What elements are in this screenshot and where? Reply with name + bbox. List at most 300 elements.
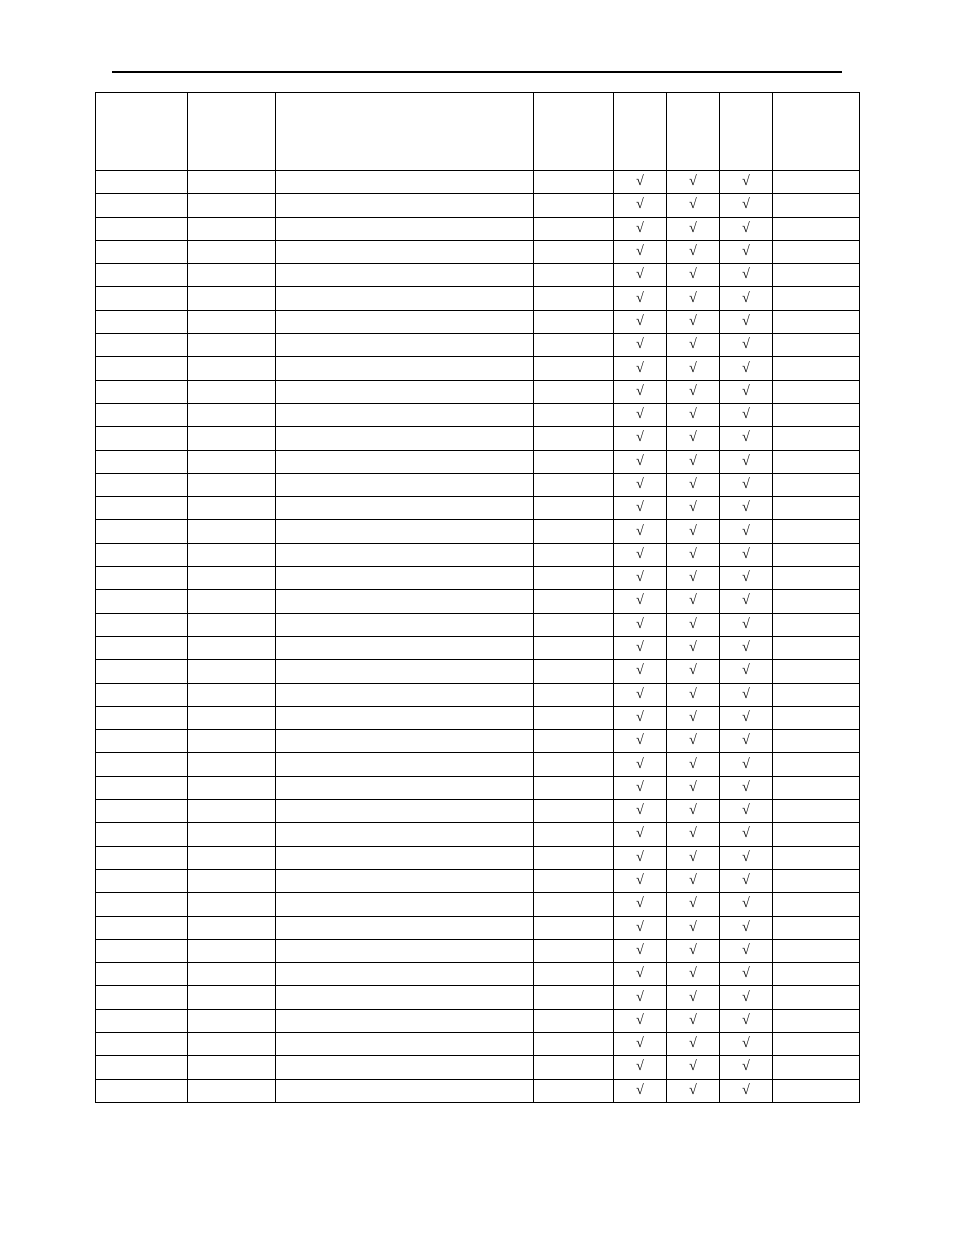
check-cell [667, 706, 720, 729]
check-cell [667, 660, 720, 683]
table-row [96, 846, 860, 869]
check-cell [614, 217, 667, 240]
table-cell [188, 427, 276, 450]
check-cell [720, 660, 773, 683]
check-mark-icon: √ [742, 383, 750, 399]
table-cell [276, 403, 534, 426]
table-row [96, 613, 860, 636]
table-cell [276, 357, 534, 380]
table-cell [96, 194, 188, 217]
check-cell [720, 357, 773, 380]
check-mark-icon: √ [742, 849, 750, 865]
table-cell [276, 939, 534, 962]
table-row [96, 753, 860, 776]
table-cell [773, 1079, 860, 1102]
check-cell [720, 567, 773, 590]
check-mark-icon: √ [742, 337, 750, 353]
check-cell [720, 217, 773, 240]
table-cell [276, 217, 534, 240]
check-mark-icon: √ [636, 523, 644, 539]
check-mark-icon: √ [636, 686, 644, 702]
check-cell [720, 310, 773, 333]
table-cell [96, 543, 188, 566]
table-cell [534, 287, 614, 310]
check-cell [667, 217, 720, 240]
check-cell [720, 543, 773, 566]
check-cell [667, 1032, 720, 1055]
check-mark-icon: √ [689, 686, 697, 702]
check-mark-icon: √ [689, 919, 697, 935]
table-row [96, 427, 860, 450]
check-cell [667, 636, 720, 659]
table-cell [276, 683, 534, 706]
table-cell [773, 427, 860, 450]
table-cell [773, 846, 860, 869]
check-mark-icon: √ [742, 267, 750, 283]
table-cell [534, 939, 614, 962]
check-cell [614, 823, 667, 846]
check-mark-icon: √ [689, 733, 697, 749]
table-cell [276, 497, 534, 520]
table-header-row [96, 93, 860, 171]
check-cell [614, 403, 667, 426]
header-cell [720, 93, 773, 171]
table-row [96, 823, 860, 846]
table-cell [188, 240, 276, 263]
check-cell [614, 194, 667, 217]
check-mark-icon: √ [742, 477, 750, 492]
check-mark-icon: √ [636, 174, 644, 190]
table-cell [534, 450, 614, 473]
table-cell [276, 264, 534, 287]
table-cell [773, 613, 860, 636]
check-cell [667, 287, 720, 310]
table-cell [96, 334, 188, 357]
check-mark-icon: √ [689, 709, 697, 725]
check-cell [720, 636, 773, 659]
check-cell [667, 800, 720, 823]
check-cell [667, 823, 720, 846]
check-cell [667, 683, 720, 706]
check-mark-icon: √ [742, 709, 750, 725]
check-mark-icon: √ [742, 1012, 750, 1028]
check-mark-icon: √ [636, 244, 644, 260]
table-cell [188, 730, 276, 753]
check-cell [667, 171, 720, 194]
table-cell [534, 217, 614, 240]
check-mark-icon: √ [636, 966, 644, 982]
table-cell [534, 846, 614, 869]
table-cell [534, 706, 614, 729]
check-cell [667, 520, 720, 543]
check-cell [614, 636, 667, 659]
table-cell [773, 240, 860, 263]
table-cell [188, 636, 276, 659]
check-cell [614, 240, 667, 263]
check-cell [614, 497, 667, 520]
table-cell [276, 543, 534, 566]
table-body [96, 93, 860, 1103]
check-mark-icon: √ [689, 407, 697, 423]
table-row [96, 403, 860, 426]
header-cell [534, 93, 614, 171]
table-cell [276, 380, 534, 403]
check-mark-icon: √ [742, 616, 750, 632]
table-cell [534, 1009, 614, 1032]
table-cell [773, 520, 860, 543]
check-mark-icon: √ [742, 290, 750, 306]
check-mark-icon: √ [689, 826, 697, 842]
table-row [96, 590, 860, 613]
table-cell [773, 403, 860, 426]
check-mark-icon: √ [742, 197, 750, 213]
table-cell [188, 753, 276, 776]
check-cell [667, 310, 720, 333]
check-mark-icon: √ [742, 896, 750, 912]
table-cell [96, 846, 188, 869]
table-cell [188, 1056, 276, 1079]
check-mark-icon: √ [742, 686, 750, 702]
table-row [96, 287, 860, 310]
table-cell [276, 194, 534, 217]
table-cell [534, 334, 614, 357]
check-mark-icon: √ [689, 360, 697, 376]
check-mark-icon: √ [742, 244, 750, 260]
table-cell [773, 194, 860, 217]
table-cell [276, 427, 534, 450]
check-mark-icon: √ [742, 779, 750, 795]
table-cell [276, 776, 534, 799]
check-mark-icon: √ [742, 220, 750, 236]
table-cell [276, 1009, 534, 1032]
table-cell [276, 1032, 534, 1055]
check-cell [614, 427, 667, 450]
check-cell [720, 334, 773, 357]
check-cell [720, 846, 773, 869]
table-cell [773, 939, 860, 962]
check-mark-icon: √ [742, 826, 750, 842]
table-cell [534, 916, 614, 939]
check-cell [614, 1009, 667, 1032]
table-row [96, 776, 860, 799]
check-cell [667, 264, 720, 287]
check-cell [667, 730, 720, 753]
table-cell [534, 497, 614, 520]
table-cell [773, 497, 860, 520]
table-cell [188, 660, 276, 683]
check-mark-icon: √ [689, 477, 697, 492]
table-cell [534, 171, 614, 194]
check-mark-icon: √ [689, 966, 697, 982]
check-cell [667, 776, 720, 799]
check-mark-icon: √ [689, 383, 697, 399]
check-mark-icon: √ [636, 407, 644, 423]
table-row [96, 497, 860, 520]
table-cell [96, 916, 188, 939]
table-cell [534, 427, 614, 450]
check-mark-icon: √ [636, 826, 644, 842]
table-cell [188, 310, 276, 333]
table-row [96, 893, 860, 916]
check-mark-icon: √ [742, 313, 750, 329]
table-cell [96, 473, 188, 496]
check-mark-icon: √ [636, 453, 644, 469]
check-mark-icon: √ [636, 803, 644, 819]
table-cell [188, 776, 276, 799]
check-cell [720, 497, 773, 520]
table-row [96, 916, 860, 939]
table-row [96, 683, 860, 706]
table-cell [276, 800, 534, 823]
check-cell [667, 986, 720, 1009]
table-cell [276, 171, 534, 194]
table-cell [188, 357, 276, 380]
check-cell [720, 800, 773, 823]
header-cell [96, 93, 188, 171]
table-cell [773, 334, 860, 357]
table-cell [773, 660, 860, 683]
check-cell [614, 310, 667, 333]
table-cell [773, 1056, 860, 1079]
table-cell [188, 986, 276, 1009]
check-mark-icon: √ [636, 337, 644, 353]
table-cell [773, 823, 860, 846]
check-mark-icon: √ [636, 616, 644, 632]
check-cell [720, 590, 773, 613]
table-cell [188, 264, 276, 287]
header-cell [773, 93, 860, 171]
check-cell [720, 403, 773, 426]
table-cell [96, 171, 188, 194]
check-mark-icon: √ [689, 430, 697, 446]
check-mark-icon: √ [689, 570, 697, 586]
check-cell [720, 963, 773, 986]
check-cell [667, 1079, 720, 1102]
table-cell [773, 963, 860, 986]
check-cell [720, 776, 773, 799]
table-cell [96, 753, 188, 776]
check-cell [614, 730, 667, 753]
table-cell [96, 497, 188, 520]
check-cell [720, 450, 773, 473]
table-cell [534, 730, 614, 753]
check-mark-icon: √ [636, 1036, 644, 1052]
table-cell [96, 217, 188, 240]
table-cell [96, 403, 188, 426]
table-cell [96, 963, 188, 986]
table-cell [773, 869, 860, 892]
table-cell [276, 730, 534, 753]
table-cell [96, 380, 188, 403]
table-cell [96, 800, 188, 823]
check-mark-icon: √ [689, 197, 697, 213]
check-cell [667, 893, 720, 916]
table-row [96, 264, 860, 287]
table-cell [96, 939, 188, 962]
table-cell [188, 590, 276, 613]
table-cell [773, 893, 860, 916]
table-cell [534, 869, 614, 892]
check-cell [614, 334, 667, 357]
table-row [96, 310, 860, 333]
table-cell [773, 1032, 860, 1055]
check-cell [720, 730, 773, 753]
table-cell [188, 613, 276, 636]
table-row [96, 939, 860, 962]
table-row [96, 1009, 860, 1032]
check-mark-icon: √ [742, 966, 750, 982]
check-cell [667, 963, 720, 986]
check-cell [614, 543, 667, 566]
table-cell [276, 706, 534, 729]
table-cell [96, 706, 188, 729]
check-cell [614, 869, 667, 892]
check-mark-icon: √ [636, 360, 644, 376]
table-cell [276, 916, 534, 939]
check-cell [667, 380, 720, 403]
table-row [96, 1056, 860, 1079]
table-cell [773, 171, 860, 194]
table-cell [96, 450, 188, 473]
check-cell [720, 1056, 773, 1079]
table-row [96, 706, 860, 729]
check-mark-icon: √ [689, 546, 697, 562]
check-mark-icon: √ [689, 523, 697, 539]
check-mark-icon: √ [636, 1059, 644, 1075]
table-cell [96, 287, 188, 310]
check-cell [614, 171, 667, 194]
check-mark-icon: √ [636, 220, 644, 236]
table-row [96, 636, 860, 659]
table-cell [773, 217, 860, 240]
check-mark-icon: √ [742, 989, 750, 1005]
check-cell [614, 963, 667, 986]
table-cell [534, 567, 614, 590]
check-mark-icon: √ [689, 616, 697, 632]
header-cell [667, 93, 720, 171]
table-cell [188, 963, 276, 986]
check-cell [720, 473, 773, 496]
check-mark-icon: √ [689, 220, 697, 236]
check-mark-icon: √ [636, 849, 644, 865]
check-mark-icon: √ [689, 593, 697, 609]
table-cell [276, 893, 534, 916]
table-cell [534, 590, 614, 613]
check-cell [720, 986, 773, 1009]
check-cell [667, 939, 720, 962]
table-cell [276, 240, 534, 263]
check-mark-icon: √ [742, 570, 750, 586]
table-cell [773, 706, 860, 729]
check-mark-icon: √ [636, 919, 644, 935]
check-mark-icon: √ [742, 546, 750, 562]
table-cell [96, 590, 188, 613]
check-mark-icon: √ [636, 663, 644, 679]
check-mark-icon: √ [636, 709, 644, 725]
check-cell [667, 846, 720, 869]
table-cell [188, 869, 276, 892]
check-mark-icon: √ [742, 663, 750, 679]
table-row [96, 194, 860, 217]
check-cell [614, 986, 667, 1009]
table-cell [188, 380, 276, 403]
table-cell [276, 567, 534, 590]
check-cell [614, 893, 667, 916]
check-cell [720, 520, 773, 543]
check-mark-icon: √ [636, 383, 644, 399]
check-mark-icon: √ [636, 593, 644, 609]
check-mark-icon: √ [636, 500, 644, 516]
check-cell [667, 194, 720, 217]
check-cell [667, 403, 720, 426]
check-cell [614, 846, 667, 869]
check-mark-icon: √ [742, 942, 750, 958]
check-cell [720, 823, 773, 846]
table-cell [188, 939, 276, 962]
table-cell [96, 823, 188, 846]
table-cell [534, 613, 614, 636]
table-cell [276, 869, 534, 892]
check-mark-icon: √ [742, 919, 750, 935]
table-cell [773, 1009, 860, 1032]
check-mark-icon: √ [689, 267, 697, 283]
table-cell [773, 264, 860, 287]
check-cell [720, 706, 773, 729]
table-cell [276, 846, 534, 869]
check-cell [667, 869, 720, 892]
header-rule [112, 71, 842, 73]
check-mark-icon: √ [742, 453, 750, 469]
checklist-table [95, 92, 860, 1103]
table-cell [96, 986, 188, 1009]
table-row [96, 986, 860, 1009]
check-mark-icon: √ [742, 174, 750, 190]
check-mark-icon: √ [636, 1012, 644, 1028]
check-cell [614, 380, 667, 403]
check-mark-icon: √ [636, 430, 644, 446]
table-row [96, 357, 860, 380]
table-cell [96, 310, 188, 333]
table-row [96, 1032, 860, 1055]
check-mark-icon: √ [636, 896, 644, 912]
check-mark-icon: √ [636, 756, 644, 772]
check-cell [667, 753, 720, 776]
table-cell [276, 287, 534, 310]
table-row [96, 869, 860, 892]
table-cell [276, 450, 534, 473]
table-cell [96, 893, 188, 916]
table-cell [773, 450, 860, 473]
table-cell [773, 473, 860, 496]
check-mark-icon: √ [689, 896, 697, 912]
table-cell [188, 520, 276, 543]
check-cell [614, 1079, 667, 1102]
check-mark-icon: √ [636, 290, 644, 306]
table-cell [773, 636, 860, 659]
check-cell [614, 776, 667, 799]
check-cell [720, 1009, 773, 1032]
table-cell [534, 264, 614, 287]
table-cell [96, 613, 188, 636]
check-cell [667, 1009, 720, 1032]
check-mark-icon: √ [689, 453, 697, 469]
table-cell [188, 497, 276, 520]
table-cell [188, 823, 276, 846]
table-cell [534, 753, 614, 776]
table-cell [96, 240, 188, 263]
check-cell [720, 287, 773, 310]
check-cell [614, 1032, 667, 1055]
